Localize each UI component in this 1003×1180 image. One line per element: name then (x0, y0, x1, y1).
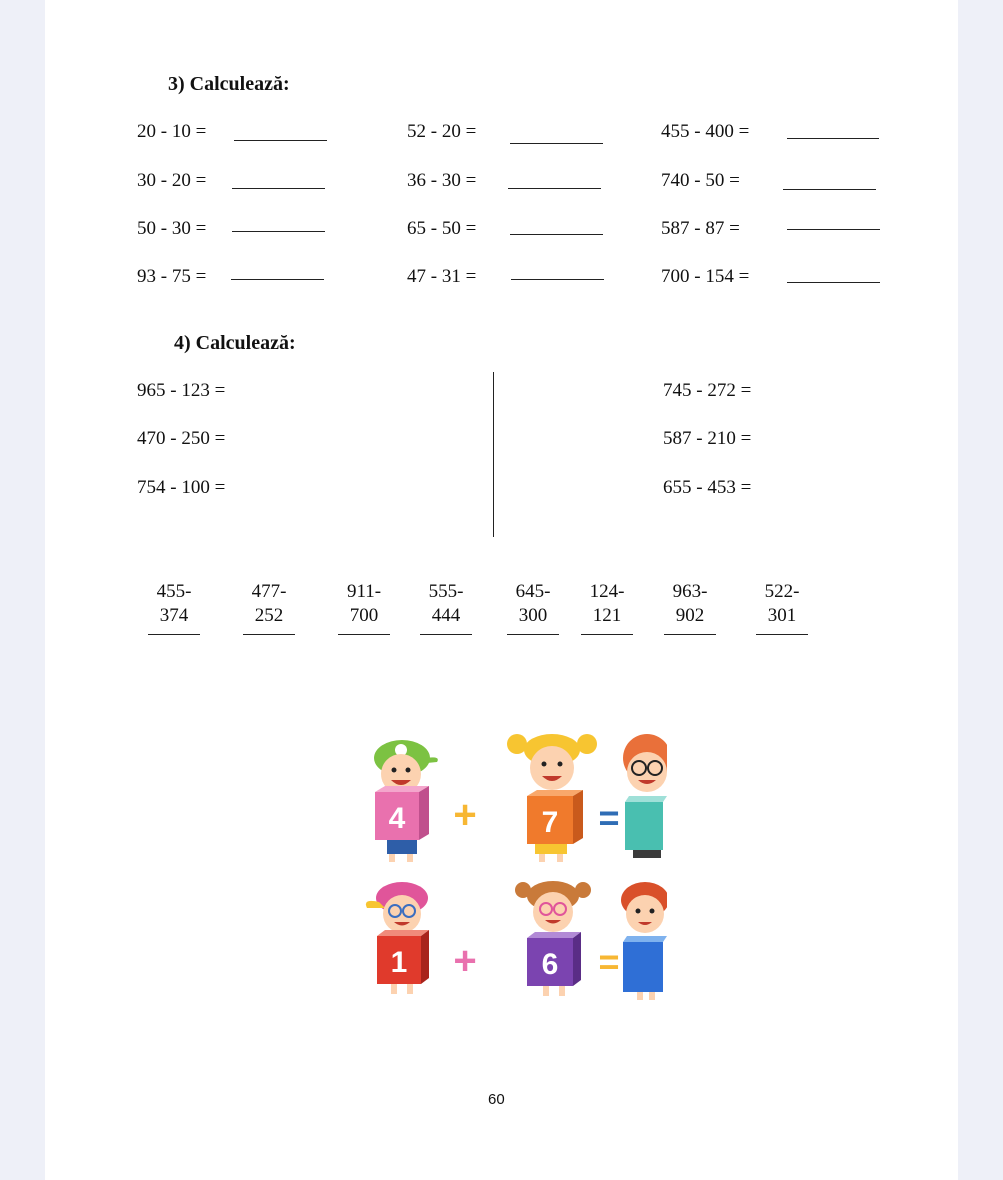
cube-7-number: 7 (541, 806, 559, 839)
column-subtraction (147, 580, 201, 635)
exercise-4-right-2: 587 - 210 = (663, 428, 752, 449)
equals-sign-row2: = (598, 941, 620, 982)
answer-line (510, 234, 603, 235)
exercise-4-left-3: 754 - 100 = (137, 477, 226, 498)
column-bottom: 444 (431, 605, 461, 626)
column-bottom: 301 (767, 605, 797, 626)
exercise-3-r4-c2: 47 - 31 = (407, 266, 477, 287)
column-top: 522- (764, 581, 800, 602)
section3-heading: 3) Calculează: (168, 73, 290, 95)
column-subtraction (337, 580, 391, 635)
exercise-3-r3-c3: 587 - 87 = (661, 218, 740, 239)
answer-line (148, 634, 200, 635)
cube-6-number: 6 (541, 948, 559, 981)
column-top: 963- (672, 581, 708, 602)
column-top: 477- (251, 581, 287, 602)
column-subtraction (506, 580, 560, 635)
plus-sign-row1: + (453, 793, 477, 837)
exercise-3-r4-c1: 93 - 75 = (137, 266, 207, 287)
exercise-4-left-2: 470 - 250 = (137, 428, 226, 449)
column-top: 455- (156, 581, 192, 602)
answer-line (511, 279, 604, 280)
column-top: 124- (589, 581, 625, 602)
answer-line (507, 634, 559, 635)
answer-line (756, 634, 808, 635)
cube-1 (377, 930, 429, 984)
column-top: 911- (346, 581, 382, 602)
worksheet-page (45, 0, 958, 1180)
answer-line (783, 189, 876, 190)
column-bottom: 700 (349, 605, 379, 626)
exercise-3-r3-c2: 65 - 50 = (407, 218, 477, 239)
exercise-3-r1-c2: 52 - 20 = (407, 121, 477, 142)
column-bottom: 374 (159, 605, 189, 626)
exercise-3-r2-c3: 740 - 50 = (661, 170, 740, 191)
answer-line (787, 282, 880, 283)
vertical-divider (493, 372, 494, 537)
exercise-3-r3-c1: 50 - 30 = (137, 218, 207, 239)
column-subtraction (663, 580, 717, 635)
answer-line (232, 188, 325, 189)
answer-line (510, 143, 603, 144)
column-subtraction (580, 580, 634, 635)
kids-addition-illustration (357, 730, 667, 1010)
answer-line (787, 229, 880, 230)
answer-line (420, 634, 472, 635)
column-subtraction (419, 580, 473, 635)
cube-4 (375, 786, 429, 840)
exercise-4-right-3: 655 - 453 = (663, 477, 752, 498)
answer-line (234, 140, 327, 141)
column-top: 645- (515, 581, 551, 602)
exercise-3-r4-c3: 700 - 154 = (661, 266, 750, 287)
exercise-3-r2-c1: 30 - 20 = (137, 170, 207, 191)
page-number: 60 (488, 1091, 505, 1108)
exercise-4-right-1: 745 - 272 = (663, 380, 752, 401)
answer-line (664, 634, 716, 635)
cube-6 (527, 932, 581, 986)
column-bottom: 252 (254, 605, 284, 626)
column-subtraction (242, 580, 296, 635)
column-bottom: 121 (592, 605, 622, 626)
exercise-4-left-1: 965 - 123 = (137, 380, 226, 401)
answer-line (787, 138, 879, 139)
answer-line (508, 188, 601, 189)
answer-line (581, 634, 633, 635)
equals-sign-row1: = (598, 797, 620, 838)
exercise-3-r2-c2: 36 - 30 = (407, 170, 477, 191)
exercise-3-r1-c1: 20 - 10 = (137, 121, 207, 142)
plus-sign-row2: + (453, 939, 477, 983)
answer-line (243, 634, 295, 635)
cube-7 (527, 790, 583, 844)
section4-heading: 4) Calculează: (174, 332, 296, 354)
cube-empty-blue (623, 936, 667, 992)
exercise-3-r1-c3: 455 - 400 = (661, 121, 750, 142)
column-bottom: 300 (518, 605, 548, 626)
cube-4-number: 4 (388, 802, 406, 835)
cube-empty-teal (625, 796, 667, 850)
column-top: 555- (428, 581, 464, 602)
answer-line (231, 279, 324, 280)
answer-line (232, 231, 325, 232)
column-subtraction (755, 580, 809, 635)
answer-line (338, 634, 390, 635)
cube-1-number: 1 (390, 946, 408, 979)
column-bottom: 902 (675, 605, 705, 626)
